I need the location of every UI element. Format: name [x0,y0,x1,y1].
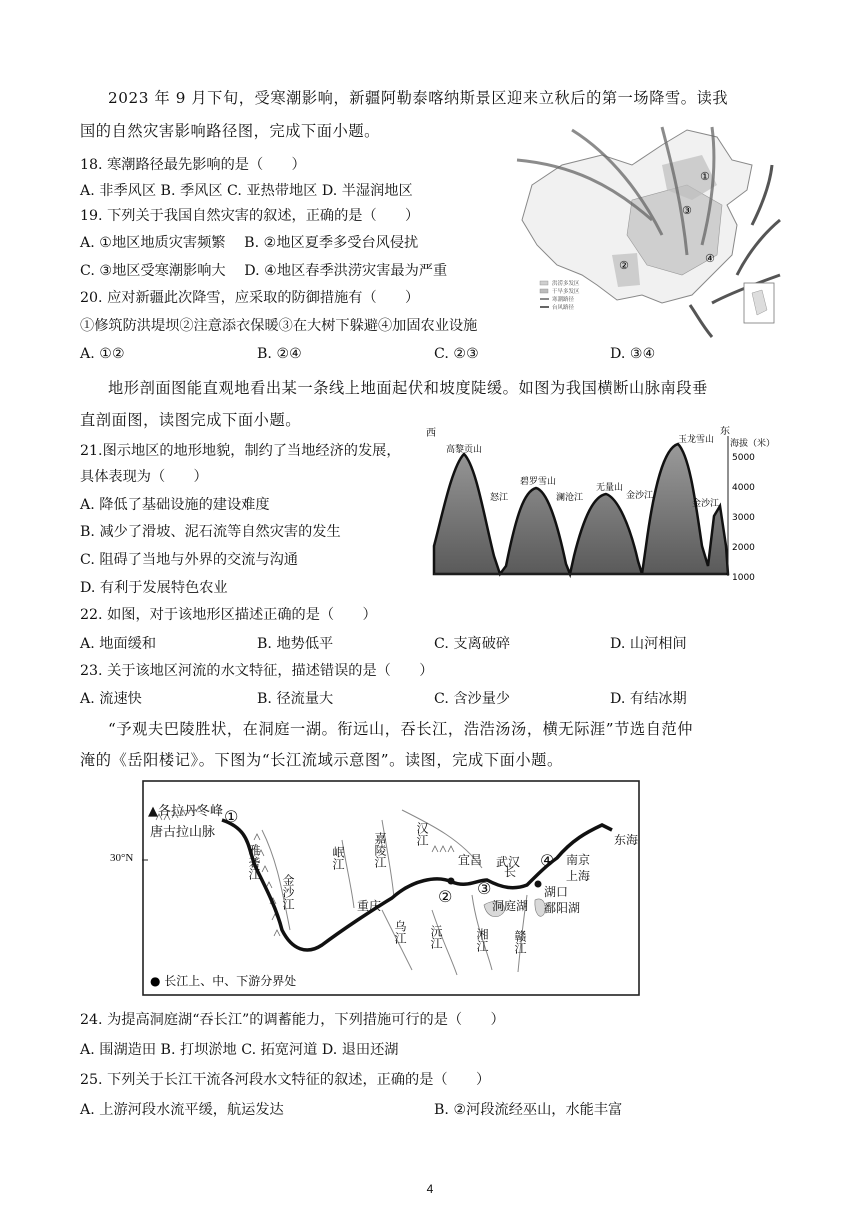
source-peak: ▲各拉丹冬峰 [148,804,223,819]
q23-stem: 23. 关于该地区河流的水文特征，描述错误的是（ ） [80,663,434,679]
q22-option-c: C. 支离破碎 [434,636,511,652]
q22-option-b: B. 地势低平 [257,636,334,652]
q18-options: A. 非季风区 B. 季风区 C. 亚热带地区 D. 半湿润地区 [80,183,413,199]
q22-stem: 22. 如图，对于该地形区描述正确的是（ ） [80,607,377,623]
map-label-4: ④ [705,252,715,265]
tick-1000: 1000 [732,573,755,583]
q19-options-cd: C. ③地区受寒潮影响大 D. ④地区春季洪涝灾害最为严重 [80,263,448,279]
segment-1: ① [224,807,239,826]
q25-stem: 25. 下列关于长江干流各河段水文特征的叙述，正确的是（ ） [80,1072,491,1088]
q23-option-a: A. 流速快 [80,691,142,707]
q21-stem-2: 具体表现为（ ） [80,469,208,485]
east-sea: 东海 [614,833,639,847]
city-wuhan: 武汉 [496,855,521,869]
river-jinsha-1: 金沙江 [626,491,654,501]
tick-5000: 5000 [732,453,755,463]
city-nanjing: 南京 [566,853,591,867]
segment-3: ③ [477,879,492,898]
river-nu: 怒江 [490,493,509,503]
peak-biluo: 碧罗雪山 [520,477,557,487]
q20-stem: 20. 应对新疆此次降雪，应采取的防御措施有（ ） [80,290,420,306]
profile-ticks [732,453,755,583]
legend-coldwave: 寒潮路径 [552,297,575,303]
lake-poyang: 鄱阳湖 [544,901,581,915]
legend-typhoon: 台风路径 [552,305,575,311]
tick-4000: 4000 [732,483,755,493]
q24-stem: 24. 为提高洞庭湖“吞长江”的调蓄能力，下列措施可行的是（ ） [80,1012,505,1028]
map-label-1: ① [700,170,710,183]
profile-terrain [434,444,728,574]
q25-option-b: B. ②河段流经巫山，水能丰富 [434,1102,623,1118]
river-jialing: 嘉陵江 [373,832,387,868]
tick-3000: 3000 [732,513,755,523]
terrain-profile [424,426,780,586]
tick-2000: 2000 [732,543,755,553]
q21-stem-1: 21.图示地区的地形地貌，制约了当地经济的发展， [80,443,401,459]
q21-option-a: A. 降低了基础设施的建设难度 [80,497,270,513]
q18-stem: 18. 寒潮路径最先影响的是（ ） [80,157,306,173]
q23-option-c: C. 含沙量少 [434,691,511,707]
intro1-line1: 2023 年 9 月下旬，受寒潮影响，新疆阿勒泰喀纳斯景区迎来立秋后的第一场降雪。读我 [108,89,729,107]
q20-option-c: C. ②③ [434,346,479,362]
q20-option-d: D. ③④ [610,346,656,362]
city-hukou: 湖口 [544,885,569,899]
tanggula-mountains: 唐古拉山脉 [150,825,216,840]
river-yuan: 沅江 [429,925,443,949]
q19-stem: 19. 下列关于我国自然灾害的叙述，正确的是（ ） [80,208,420,224]
river-jinsha: 金沙江 [281,874,295,910]
legend-drought: 干旱多发区 [552,289,580,295]
profile-east: 东 [720,426,730,437]
map-legend [540,279,580,311]
map-legend-division: ● 长江上、中、下游分界处 [150,974,297,988]
q23-option-d: D. 有结冰期 [610,691,687,707]
legend-flood: 洪涝多发区 [552,281,580,287]
q24-options: A. 围湖造田 B. 打坝淤地 C. 拓宽河道 D. 退田还湖 [80,1042,399,1058]
page-number: 4 [426,1182,434,1196]
river-gan: 赣江 [513,930,527,954]
q20-option-b: B. ②④ [257,346,302,362]
q20-items: ①修筑防洪堤坝②注意添衣保暖③在大树下躲避④加固农业设施 [80,318,478,334]
river-han: 汉江 [415,822,429,846]
river-min: 岷江 [331,846,345,870]
q21-option-d: D. 有利于发展特色农业 [80,580,228,596]
intro3-line1: “予观夫巴陵胜状，在洞庭一湖。衔远山，吞长江，浩浩汤汤，横无际涯”节选自范仲 [108,720,694,738]
q19-options-ab: A. ①地区地质灾害频繁 B. ②地区夏季多受台风侵扰 [80,235,419,251]
river-jinsha-2: 金沙江 [692,499,720,509]
profile-west: 西 [426,428,436,439]
map-label-2: ② [619,259,629,272]
city-shanghai: 上海 [566,869,591,883]
yangtze-basin-map [142,780,640,996]
q21-option-c: C. 阻碍了当地与外界的交流与沟通 [80,552,298,568]
peak-gaoligong: 高黎贡山 [446,445,483,455]
q20-option-a: A. ①② [80,346,125,362]
peak-wuliang: 无量山 [596,483,624,493]
label-chang: 长 [504,865,517,879]
river-yalong: 雅砻江 [247,844,261,880]
segment-4: ④ [540,851,555,870]
yangtze-latitude: 30°N [110,852,134,864]
river-wu: 乌江 [393,920,407,944]
q23-option-b: B. 径流量大 [257,691,334,707]
q22-option-d: D. 山河相间 [610,636,687,652]
intro1-line2: 国的自然灾害影响路径图，完成下面小题。 [80,122,380,140]
river-lancang: 澜沧江 [556,493,584,503]
q25-option-a: A. 上游河段水流平缓，航运发达 [80,1102,284,1118]
q22-option-a: A. 地面缓和 [80,636,157,652]
peak-yulong: 玉龙雪山 [678,435,715,445]
q21-option-b: B. 减少了滑坡、泥石流等自然灾害的发生 [80,524,341,540]
map-label-3: ③ [682,204,692,217]
intro3-line2: 淹的《岳阳楼记》。下图为“长江流域示意图”。读图，完成下面小题。 [80,751,563,769]
city-chongqing: 重庆 [357,899,382,913]
lake-dongting: 洞庭湖 [492,899,529,913]
profile-unit: 海拔（米） [730,439,776,449]
segment-2: ② [438,887,453,906]
china-disaster-map [512,125,782,343]
intro2-line2: 直剖面图，读图完成下面小题。 [80,411,302,429]
intro2-line1: 地形剖面图能直观地看出某一条线上地面起伏和坡度陡缓。如图为我国横断山脉南段垂 [108,379,708,397]
city-yichang: 宜昌 [458,853,483,867]
river-xiang: 湘江 [475,928,489,952]
